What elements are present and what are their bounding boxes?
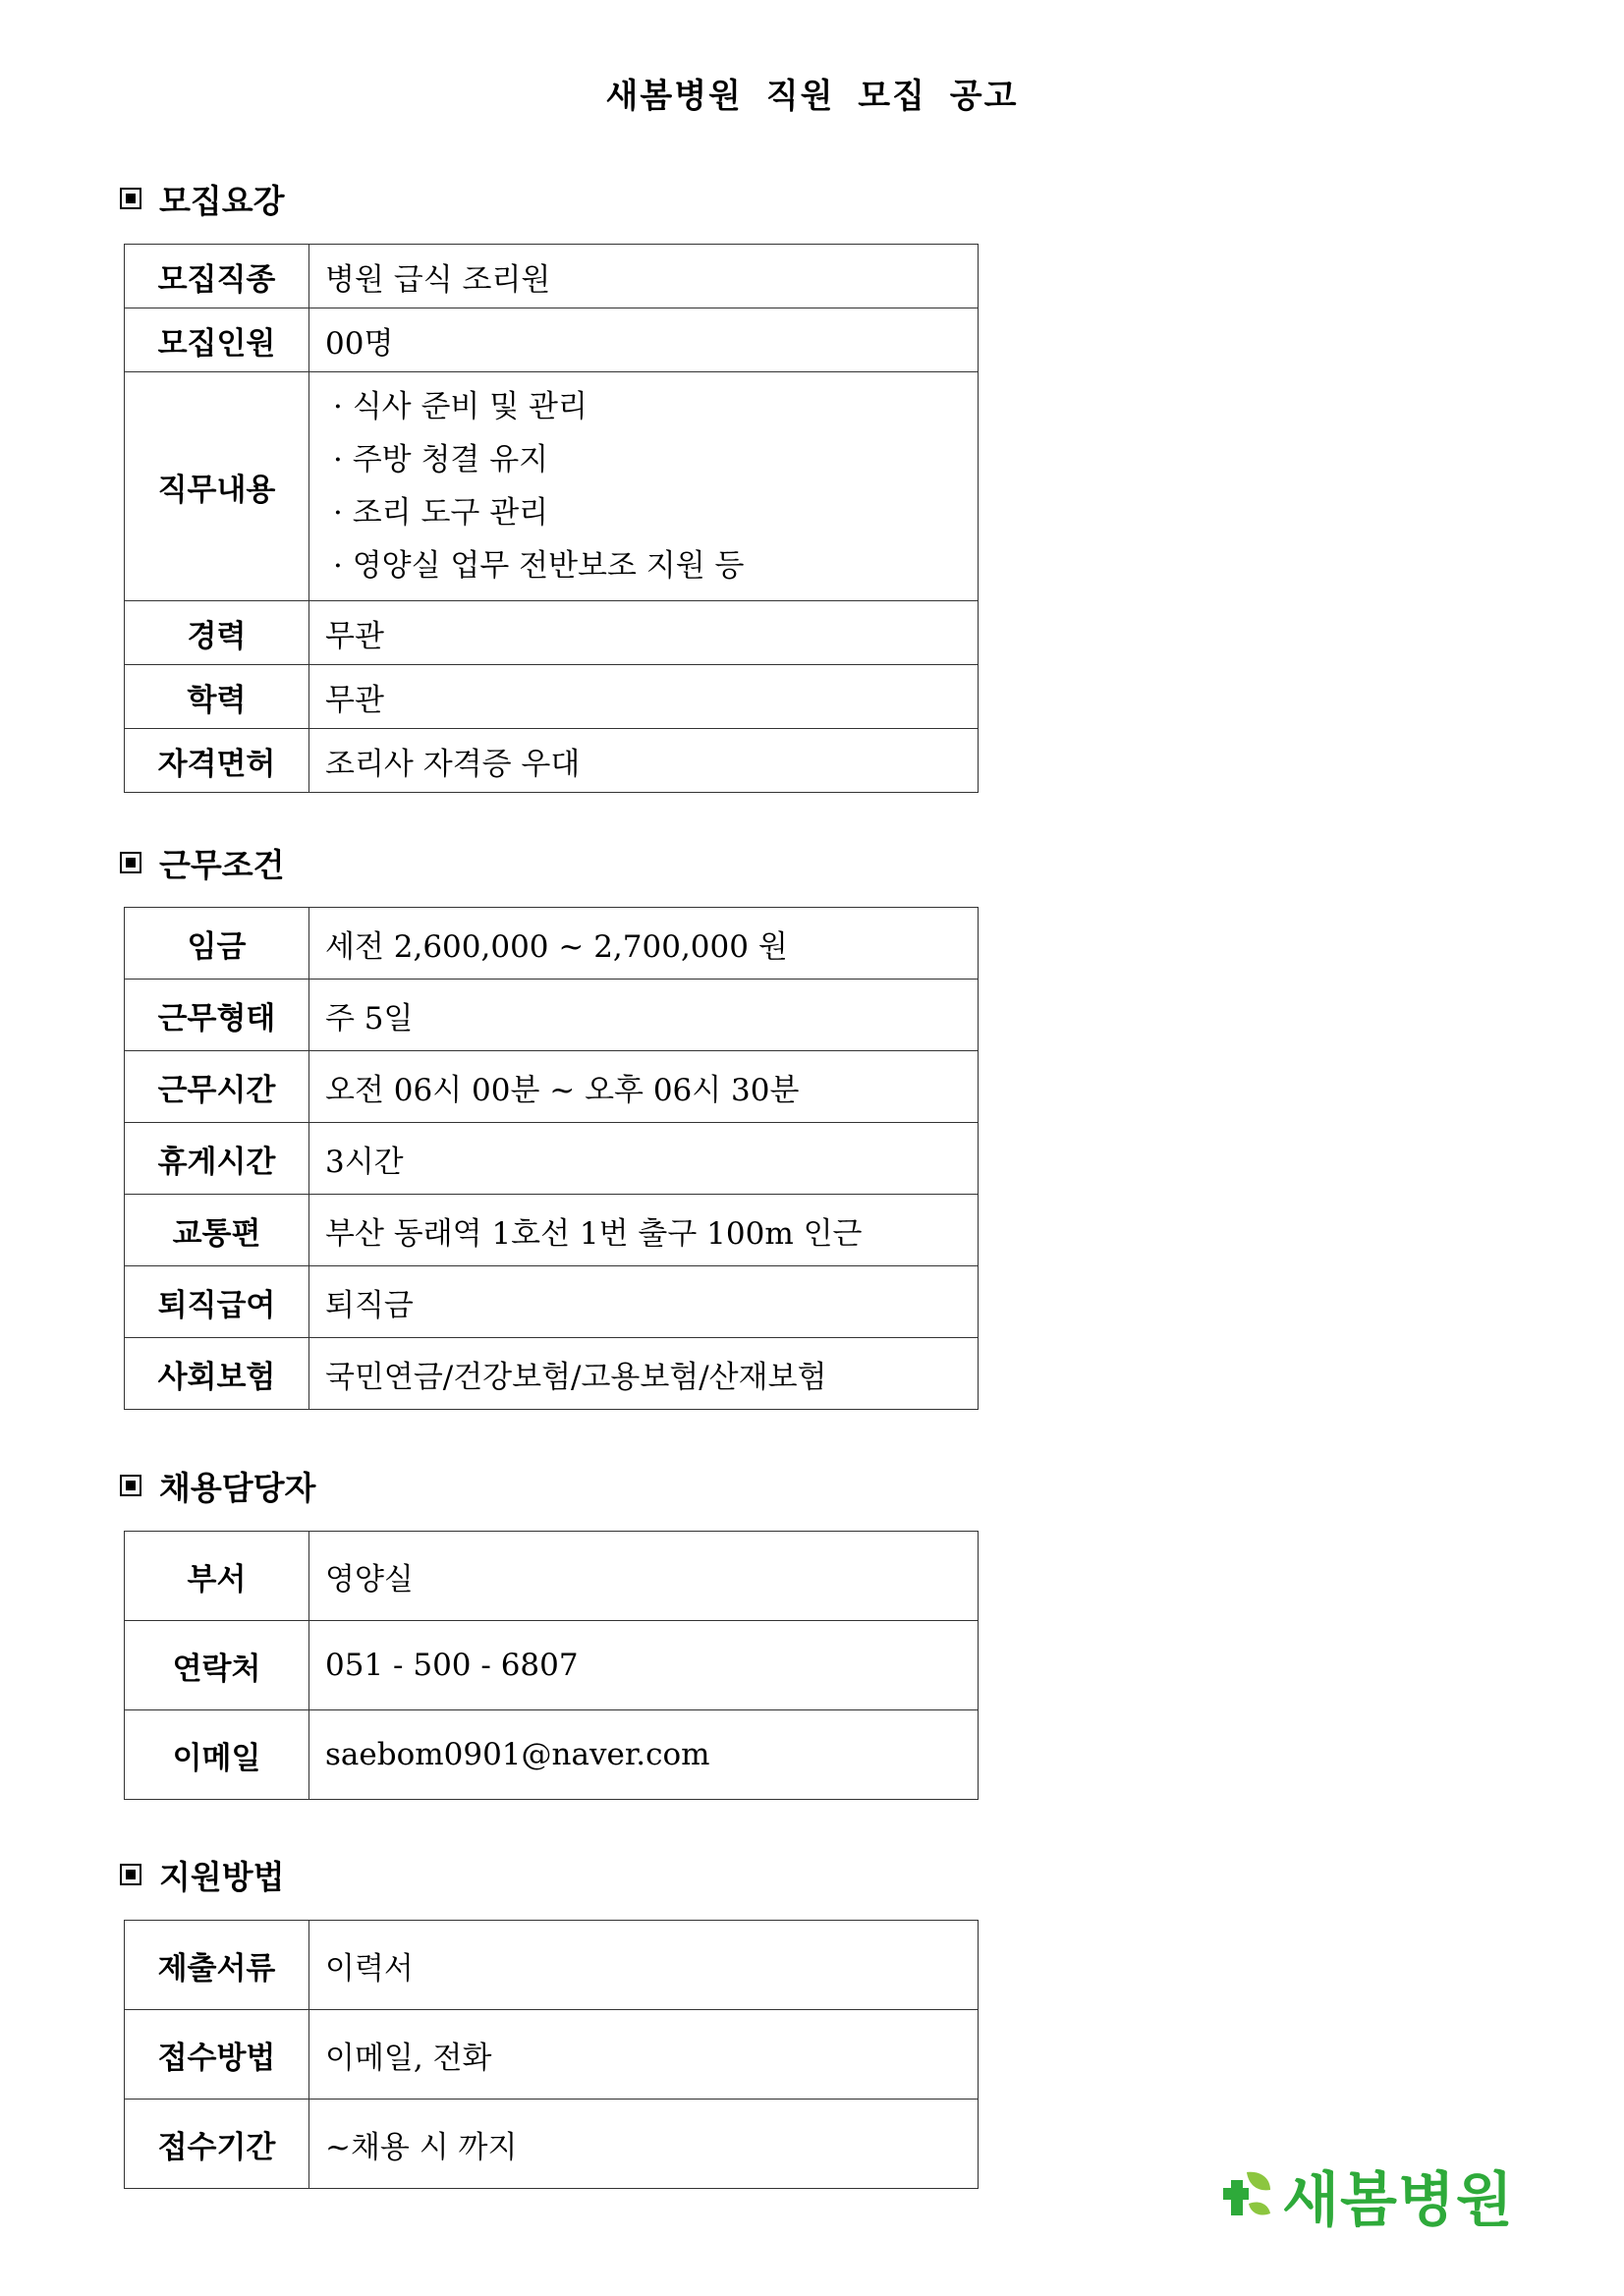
email-value: saebom0901@naver.com — [309, 1710, 979, 1800]
row-label: 부서 — [125, 1532, 309, 1621]
row-value: 이력서 — [309, 1921, 979, 2010]
green-cross-leaf-icon — [1213, 2164, 1276, 2227]
table-row — [125, 665, 979, 729]
phone-value: 051 - 500 - 6807 — [309, 1621, 979, 1710]
row-value: 세전 2,600,000 ~ 2,700,000 원 — [309, 908, 979, 980]
table-row — [125, 308, 979, 372]
row-value: 무관 — [309, 601, 979, 665]
hospital-logo — [1213, 2161, 1514, 2235]
row-label: 사회보험 — [125, 1338, 309, 1410]
row-label: 제출서류 — [125, 1921, 309, 2010]
row-value: 00명 — [309, 308, 979, 372]
row-label: 교통편 — [125, 1195, 309, 1266]
section-heading-label: 채용담당자 — [159, 1468, 316, 1507]
filled-square-bullet-icon — [120, 852, 141, 873]
table-row — [125, 372, 979, 601]
section-heading-contact — [120, 1464, 315, 1507]
table-row — [125, 1266, 979, 1338]
table-row — [125, 601, 979, 665]
logo-text: 새봄병원 — [1282, 2166, 1514, 2235]
section-heading-label: 근무조건 — [159, 845, 285, 884]
page-title: 새봄병원 직원 모집 공고 — [605, 77, 1019, 116]
row-label: 학력 — [125, 665, 309, 729]
section-heading-label: 모집요강 — [159, 181, 285, 220]
table-row — [125, 1921, 979, 2010]
table-row — [125, 1051, 979, 1123]
row-value: 퇴직금 — [309, 1266, 979, 1338]
table-row — [125, 980, 979, 1051]
table-row — [125, 1338, 979, 1410]
row-label: 근무시간 — [125, 1051, 309, 1123]
conditions-table — [124, 907, 979, 1410]
row-value: 오전 06시 00분 ~ 오후 06시 30분 — [309, 1051, 979, 1123]
row-label: 접수기간 — [125, 2100, 309, 2189]
row-label: 직무내용 — [125, 372, 309, 601]
table-row — [125, 2010, 979, 2100]
table-row — [125, 1532, 979, 1621]
section-heading-application — [120, 1853, 285, 1896]
filled-square-bullet-icon — [120, 188, 141, 209]
table-row — [125, 1710, 979, 1800]
filled-square-bullet-icon — [120, 1475, 141, 1496]
application-table — [124, 1920, 979, 2189]
section-heading-label: 지원방법 — [159, 1857, 285, 1896]
table-row — [125, 1195, 979, 1266]
duty-list — [325, 372, 978, 600]
row-value: ~채용 시 까지 — [309, 2100, 979, 2189]
section-heading-conditions — [120, 841, 285, 884]
row-value: 영양실 — [309, 1532, 979, 1621]
list-item: · 조리 도구 관리 — [333, 495, 549, 531]
row-label: 접수방법 — [125, 2010, 309, 2100]
row-value: 3시간 — [309, 1123, 979, 1195]
row-label: 모집인원 — [125, 308, 309, 372]
table-row — [125, 1123, 979, 1195]
row-label: 모집직종 — [125, 245, 309, 308]
row-value: 주 5일 — [309, 980, 979, 1051]
table-row — [125, 245, 979, 308]
row-value: 이메일, 전화 — [309, 2010, 979, 2100]
row-value: 국민연금/건강보험/고용보험/산재보험 — [309, 1338, 979, 1410]
row-value: 부산 동래역 1호선 1번 출구 100m 인근 — [309, 1195, 979, 1266]
row-label: 자격면허 — [125, 729, 309, 793]
row-label: 임금 — [125, 908, 309, 980]
row-label: 연락처 — [125, 1621, 309, 1710]
row-value: 무관 — [309, 665, 979, 729]
table-row — [125, 729, 979, 793]
table-row — [125, 2100, 979, 2189]
row-label: 근무형태 — [125, 980, 309, 1051]
row-label: 경력 — [125, 601, 309, 665]
table-row — [125, 908, 979, 980]
duty-list-cell — [309, 372, 979, 601]
list-item: · 식사 준비 및 관리 — [333, 389, 588, 424]
recruitment-table — [124, 244, 979, 793]
filled-square-bullet-icon — [120, 1864, 141, 1885]
list-item: · 주방 청결 유지 — [333, 442, 549, 477]
section-heading-recruitment — [120, 177, 285, 220]
row-label: 퇴직급여 — [125, 1266, 309, 1338]
contact-table — [124, 1531, 979, 1800]
row-label: 이메일 — [125, 1710, 309, 1800]
row-value: 조리사 자격증 우대 — [309, 729, 979, 793]
row-label: 휴게시간 — [125, 1123, 309, 1195]
table-row — [125, 1621, 979, 1710]
row-value: 병원 급식 조리원 — [309, 245, 979, 308]
list-item: · 영양실 업무 전반보조 지원 등 — [333, 548, 745, 584]
